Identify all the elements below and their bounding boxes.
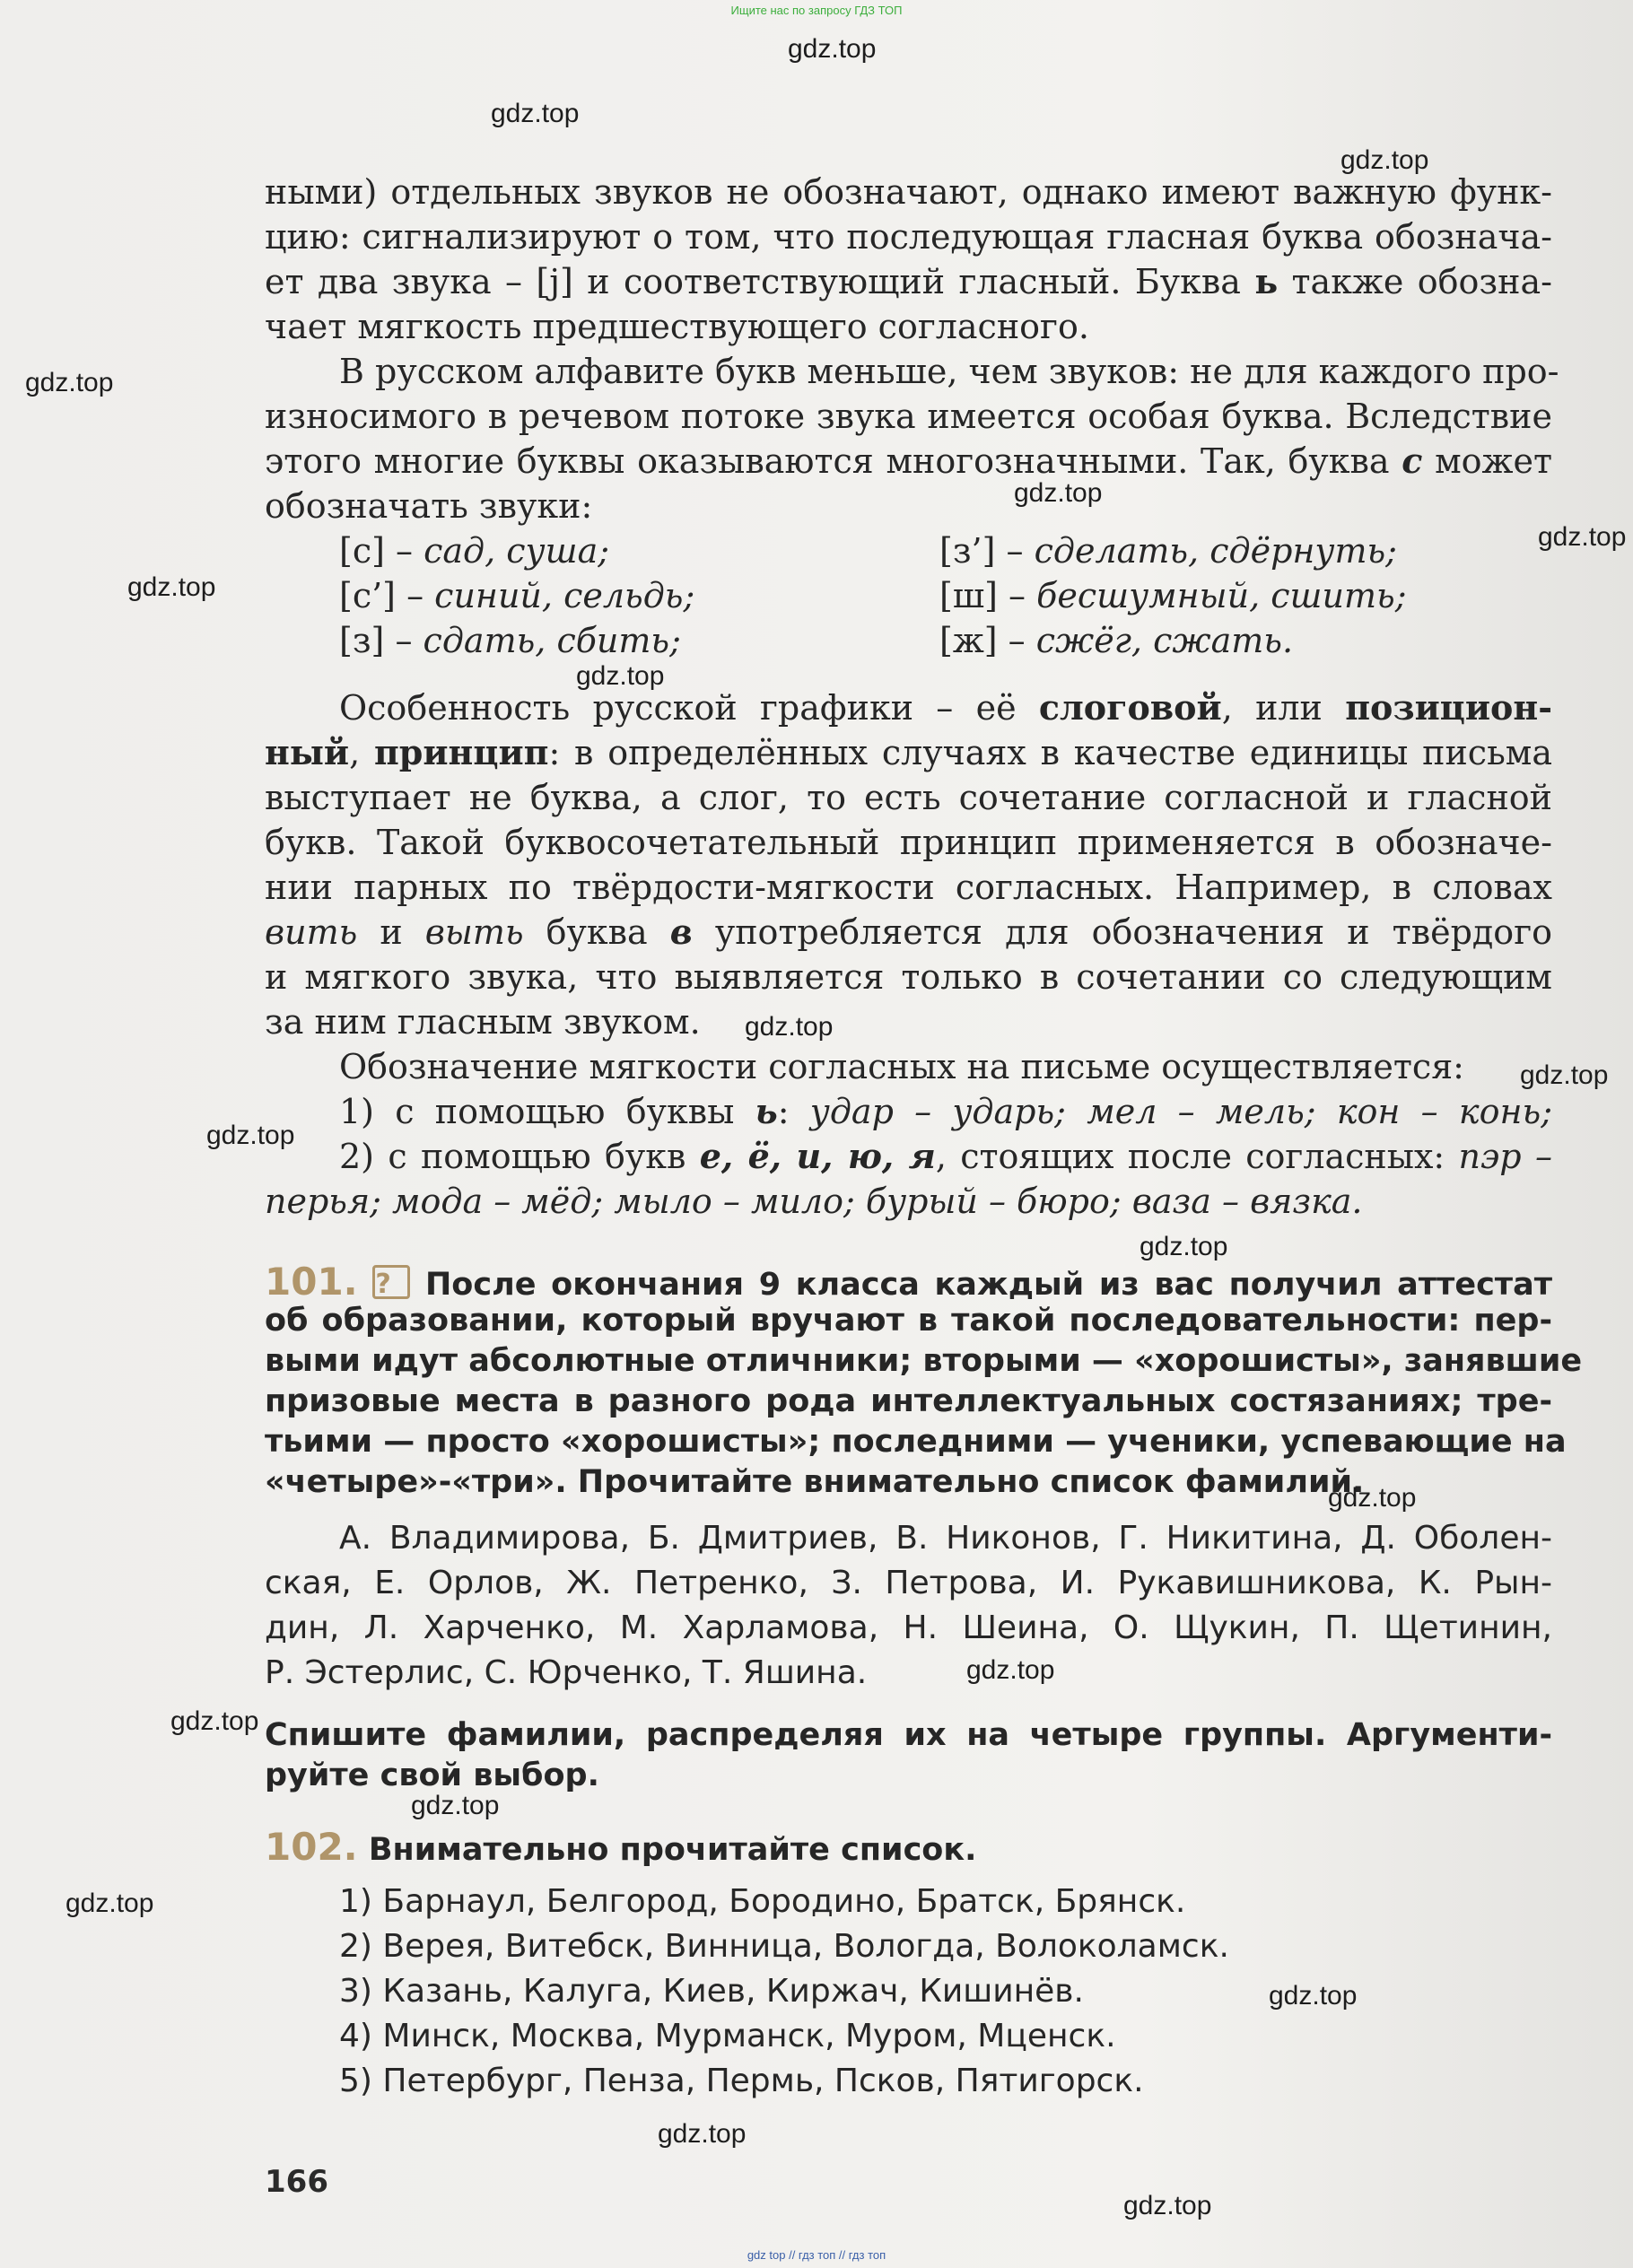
p3-line-8: за ним гласным звуком. [265, 1002, 701, 1042]
watermark: gdz.top [491, 99, 580, 128]
ex102-title: 102. Внимательно прочитайте список. [265, 1825, 977, 1869]
watermark: gdz.top [1269, 1981, 1358, 2011]
watermark: gdz.top [966, 1655, 1055, 1685]
p3-line-2: ный, принцип: в определённых случаях в качестве единицы письма [265, 732, 1552, 772]
p1-line-2: цию: сигнализируют о том, что последующая гласная буква обознача- [265, 217, 1552, 257]
top-search-note: Ищите нас по запросу ГДЗ ТОП [730, 4, 903, 17]
names-line-1: А. Владимирова, Б. Дмитриев, В. Никонов, Г. Никитина, Д. Оболен- [339, 1520, 1552, 1557]
watermark: gdz.top [25, 368, 114, 397]
p2-line-3: этого многие буквы оказываются многозначными. Так, буква с может [265, 441, 1552, 481]
city-list-item: 5) Петербург, Пенза, Пермь, Псков, Пятигорск. [339, 2063, 1144, 2099]
sound-row: [с’] – синий, сельдь; [339, 576, 695, 615]
watermark: gdz.top [658, 2119, 747, 2149]
watermark: gdz.top [170, 1706, 259, 1736]
watermark: gdz.top [745, 1012, 834, 1042]
p3-line-1: Особенность русской графики – её слоговой, или позицион- [339, 687, 1552, 728]
p1-line-4: чает мягкость предшествующего согласного. [265, 307, 1089, 346]
letter-s: с [1402, 441, 1423, 481]
ex101-line-1: 101. ? После окончания 9 класса каждый из вас получил аттестат [265, 1260, 1553, 1304]
watermark: gdz.top [411, 1791, 500, 1820]
p1-line-3: ет два звука – [j] и соответствующий гласный. Буква ь также обозна- [265, 261, 1552, 301]
watermark: gdz.top [788, 34, 877, 64]
letter-soft-sign: ь [1254, 261, 1279, 301]
watermark: gdz.top [1014, 478, 1103, 508]
p3-line-6: вить и выть буква в употребляется для обозначения и твёрдого [265, 912, 1552, 952]
city-list-item: 3) Казань, Калуга, Киев, Киржач, Кишинёв. [339, 1973, 1084, 2010]
page-number: 166 [265, 2164, 328, 2200]
p4-line-3: 2) с помощью букв е, ё, и, ю, я, стоящих после согласных: пэр – [339, 1136, 1552, 1176]
watermark: gdz.top [1328, 1483, 1417, 1513]
exercise-number: 101. [265, 1260, 358, 1304]
watermark: gdz.top [65, 1889, 154, 1918]
p3-line-3: выступает не буква, а слог, то есть сочетание согласной и гласной [265, 778, 1552, 817]
task-line-1: Спишите фамилии, распределяя их на четыре группы. Аргументи- [265, 1717, 1552, 1753]
p2-line-2: износимого в речевом потоке звука имеется особая буква. Вследствие [265, 397, 1552, 436]
sound-row: [з’] – сделать, сдёрнуть; [939, 531, 1397, 571]
names-line-3: дин, Л. Харченко, М. Харламова, Н. Шеина, О. Щукин, П. Щетинин, [265, 1609, 1552, 1646]
watermark: gdz.top [1340, 145, 1429, 175]
watermark: gdz.top [1123, 2191, 1212, 2220]
p4-line-2: 1) с помощью буквы ь: удар – ударь; мел – мель; кон – конь; [339, 1091, 1552, 1131]
p3-line-7: и мягкого звука, что выявляется только в сочетании со следующим [265, 957, 1552, 997]
sound-row: [с] – сад, суша; [339, 531, 610, 571]
watermark: gdz.top [1140, 1232, 1228, 1261]
ex101-line-4: призовые места в разного рода интеллектуальных состязаниях; тре- [265, 1383, 1552, 1419]
task-line-2: руйте свой выбор. [265, 1758, 599, 1793]
ex101-line-2: об образовании, который вручают в такой последовательности: пер- [265, 1303, 1552, 1339]
watermark: gdz.top [1538, 522, 1627, 552]
p3-line-5: нии парных по твёрдости-мягкости согласных. Например, в словах [265, 868, 1552, 907]
p2-line-4: обозначать звуки: [265, 486, 593, 526]
bottom-note: gdz top // гдз топ // гдз топ [747, 2248, 886, 2262]
sound-row: [з] – сдать, сбить; [339, 621, 681, 660]
p1-line-1: ными) отдельных звуков не обозначают, однако имеют важную функ- [265, 172, 1552, 212]
sound-row: [ж] – сжёг, сжать. [939, 621, 1294, 660]
city-list-item: 1) Барнаул, Белгород, Бородино, Братск, Брянск. [339, 1883, 1186, 1920]
p3-line-4: букв. Такой буквосочетательный принцип применяется в обозначе- [265, 823, 1552, 862]
p2-line-1: В русском алфавите букв меньше, чем звуков: не для каждого про- [339, 352, 1559, 391]
sound-row: [ш] – бесшумный, сшить; [939, 576, 1407, 615]
p4-line-4: перья; мода – мёд; мыло – мило; бурый – бюро; ваза – вязка. [265, 1182, 1363, 1221]
watermark: gdz.top [1520, 1060, 1609, 1090]
ex101-line-5: тьими — просто «хорошисты»; последними — ученики, успевающие на [265, 1424, 1567, 1460]
watermark: gdz.top [206, 1121, 295, 1150]
question-icon: ? [372, 1265, 410, 1299]
city-list-item: 4) Минск, Москва, Мурманск, Муром, Мценск. [339, 2018, 1116, 2054]
watermark: gdz.top [576, 661, 665, 691]
ex101-line-3: выми идут абсолютные отличники; вторыми — «хорошисты», занявшие [265, 1343, 1583, 1379]
watermark: gdz.top [127, 572, 216, 602]
city-list-item: 2) Верея, Витебск, Винница, Вологда, Волоколамск. [339, 1928, 1229, 1965]
names-line-2: ская, Е. Орлов, Ж. Петренко, З. Петрова, И. Рукавишникова, К. Рын- [265, 1565, 1552, 1601]
names-line-4: Р. Эстерлис, С. Юрченко, Т. Яшина. [265, 1654, 868, 1691]
p4-line-1: Обозначение мягкости согласных на письме осуществляется: [339, 1047, 1464, 1086]
exercise-number: 102. [265, 1825, 358, 1869]
ex101-line-6: «четыре»-«три». Прочитайте внимательно список фамилий. [265, 1464, 1365, 1500]
